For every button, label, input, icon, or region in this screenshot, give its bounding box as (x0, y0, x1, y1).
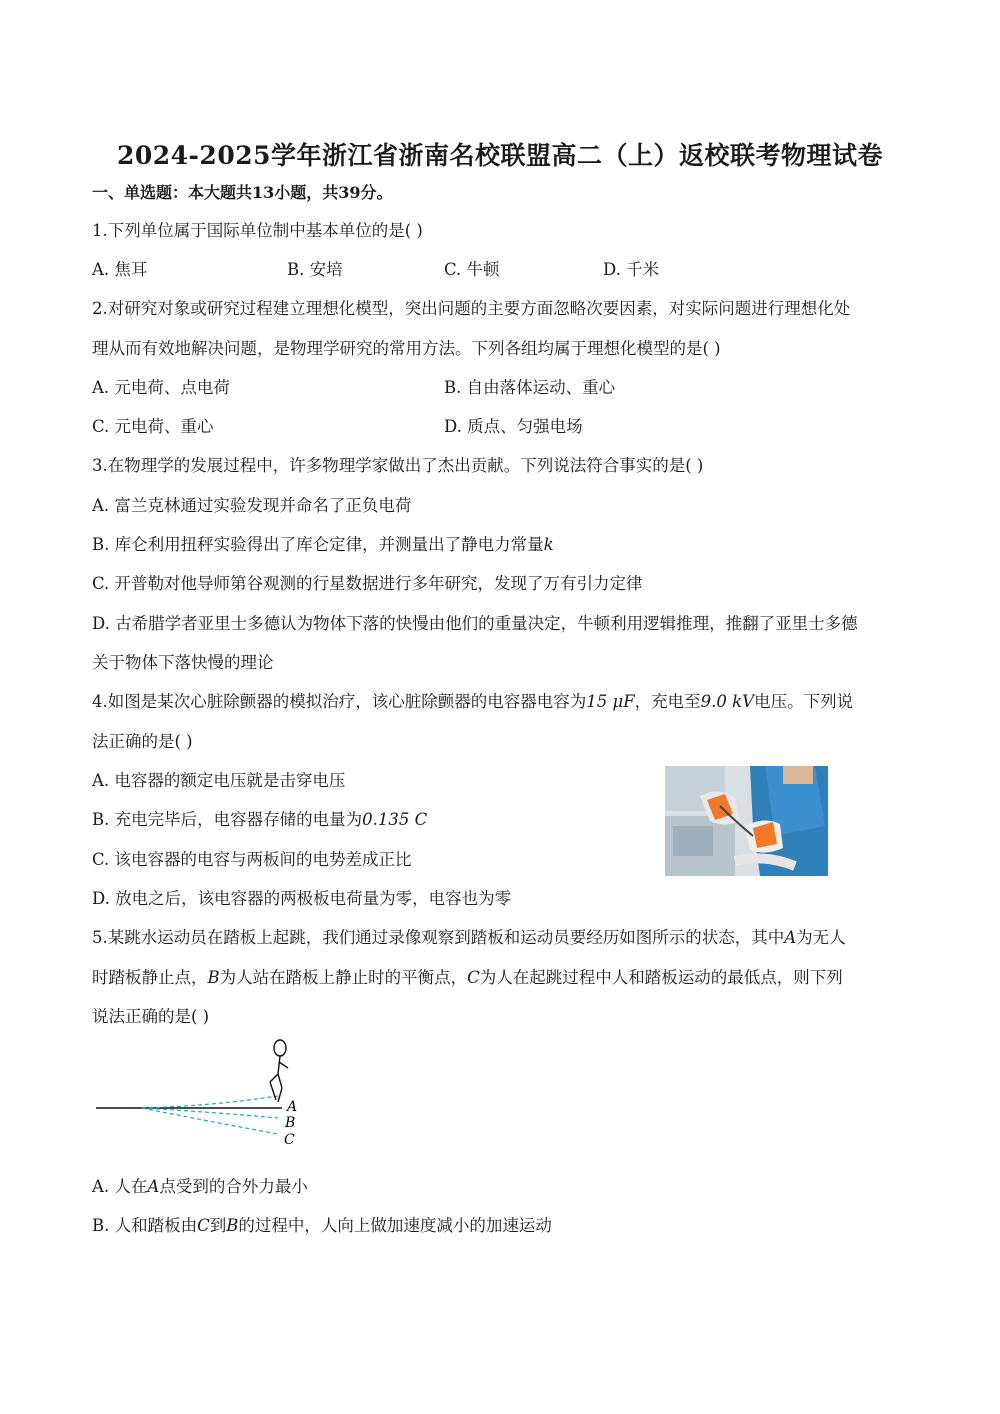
q2-option-b: B. 自由落体运动、重心 (444, 378, 616, 397)
q2-option-d: D. 质点、匀强电场 (444, 417, 583, 436)
q5-option-a: A. 人在A点受到的合外力最小 (92, 1177, 308, 1196)
q1-option-c: C. 牛顿 (444, 260, 500, 279)
q2-option-c: C. 元电荷、重心 (92, 417, 214, 436)
q3-option-b: B. 库仑利用扭秤实验得出了库仑定律，并测量出了静电力常量k (92, 535, 554, 554)
q2-option-a: A. 元电荷、点电荷 (92, 378, 230, 397)
q5-stem-line2: 时踏板静止点，B为人站在踏板上静止时的平衡点，C为人在起跳过程中人和踏板运动的最低点，则下列 (92, 968, 843, 987)
math-a: A (784, 928, 797, 947)
q3-stem: 3.在物理学的发展过程中，许多物理学家做出了杰出贡献。下列说法符合事实的是( ) (92, 456, 704, 475)
diver-figure (270, 1040, 288, 1102)
q3-option-d-line2: 关于物体下落快慢的理论 (92, 653, 274, 672)
section-heading: 一、单选题：本大题共13小题，共39分。 (92, 183, 393, 202)
q4-option-d: D. 放电之后，该电容器的两极板电荷量为零，电容也为零 (92, 889, 512, 908)
math-c: C (467, 968, 480, 987)
label-b: B (285, 1115, 296, 1131)
voltage-value: 9.0 kV (700, 692, 755, 711)
q5-option-b: B. 人和踏板由C到B的过程中，人向上做加速度减小的加速运动 (92, 1216, 552, 1235)
q5-stem-line3: 说法正确的是( ) (92, 1007, 210, 1026)
q1-option-d: D. 千米 (603, 260, 660, 279)
q3-option-a: A. 富兰克林通过实验发现并命名了正负电荷 (92, 496, 412, 515)
q4-option-a: A. 电容器的额定电压就是击穿电压 (92, 771, 346, 790)
q1-option-b: B. 安培 (287, 260, 343, 279)
board-position-c (142, 1108, 278, 1134)
springboard-diagram (92, 1034, 322, 1154)
defibrillator-photo (665, 766, 828, 876)
q2-stem-line2: 理从而有效地解决问题，是物理学研究的常用方法。下列各组均属于理想化模型的是( ) (92, 339, 721, 358)
q4-stem-line2: 法正确的是( ) (92, 732, 193, 751)
capacitance-value: 15 μF (586, 692, 635, 711)
charge-value: 0.135 C (362, 810, 428, 829)
label-a: A (287, 1099, 298, 1115)
math-b2: B (226, 1216, 239, 1235)
math-k: k (543, 535, 554, 554)
math-a2: A (147, 1177, 160, 1196)
q3-option-d-line1: D. 古希腊学者亚里士多德认为物体下落的快慢由他们的重量决定，牛顿利用逻辑推理，推翻了亚里士多德 (92, 614, 858, 633)
q1-option-a: A. 焦耳 (92, 260, 148, 279)
label-c: C (284, 1132, 295, 1148)
math-b: B (207, 968, 220, 987)
q1-stem: 1.下列单位属于国际单位制中基本单位的是( ) (92, 221, 423, 240)
q4-stem-line1: 4.如图是某次心脏除颤器的模拟治疗，该心脏除颤器的电容器电容为15 μF，充电至9.0 kV电压。下列说 (92, 692, 854, 711)
q5-stem-line1: 5.某跳水运动员在踏板上起跳，我们通过录像观察到踏板和运动员要经历如图所示的状态，其中A为无人 (92, 928, 846, 947)
q4-option-c: C. 该电容器的电容与两板间的电势差成正比 (92, 850, 412, 869)
page-title: 2024-2025学年浙江省浙南名校联盟高二（上）返校联考物理试卷 (116, 141, 884, 170)
q4-option-b: B. 充电完毕后，电容器存储的电量为0.135 C (92, 810, 428, 829)
board-position-b (142, 1108, 278, 1118)
q2-stem-line1: 2.对研究对象或研究过程建立理想化模型，突出问题的主要方面忽略次要因素，对实际问题进行理想化处 (92, 299, 851, 318)
math-c2: C (197, 1216, 210, 1235)
board-position-a-curve (142, 1096, 278, 1108)
q3-option-c: C. 开普勒对他导师第谷观测的行星数据进行多年研究，发现了万有引力定律 (92, 574, 643, 593)
